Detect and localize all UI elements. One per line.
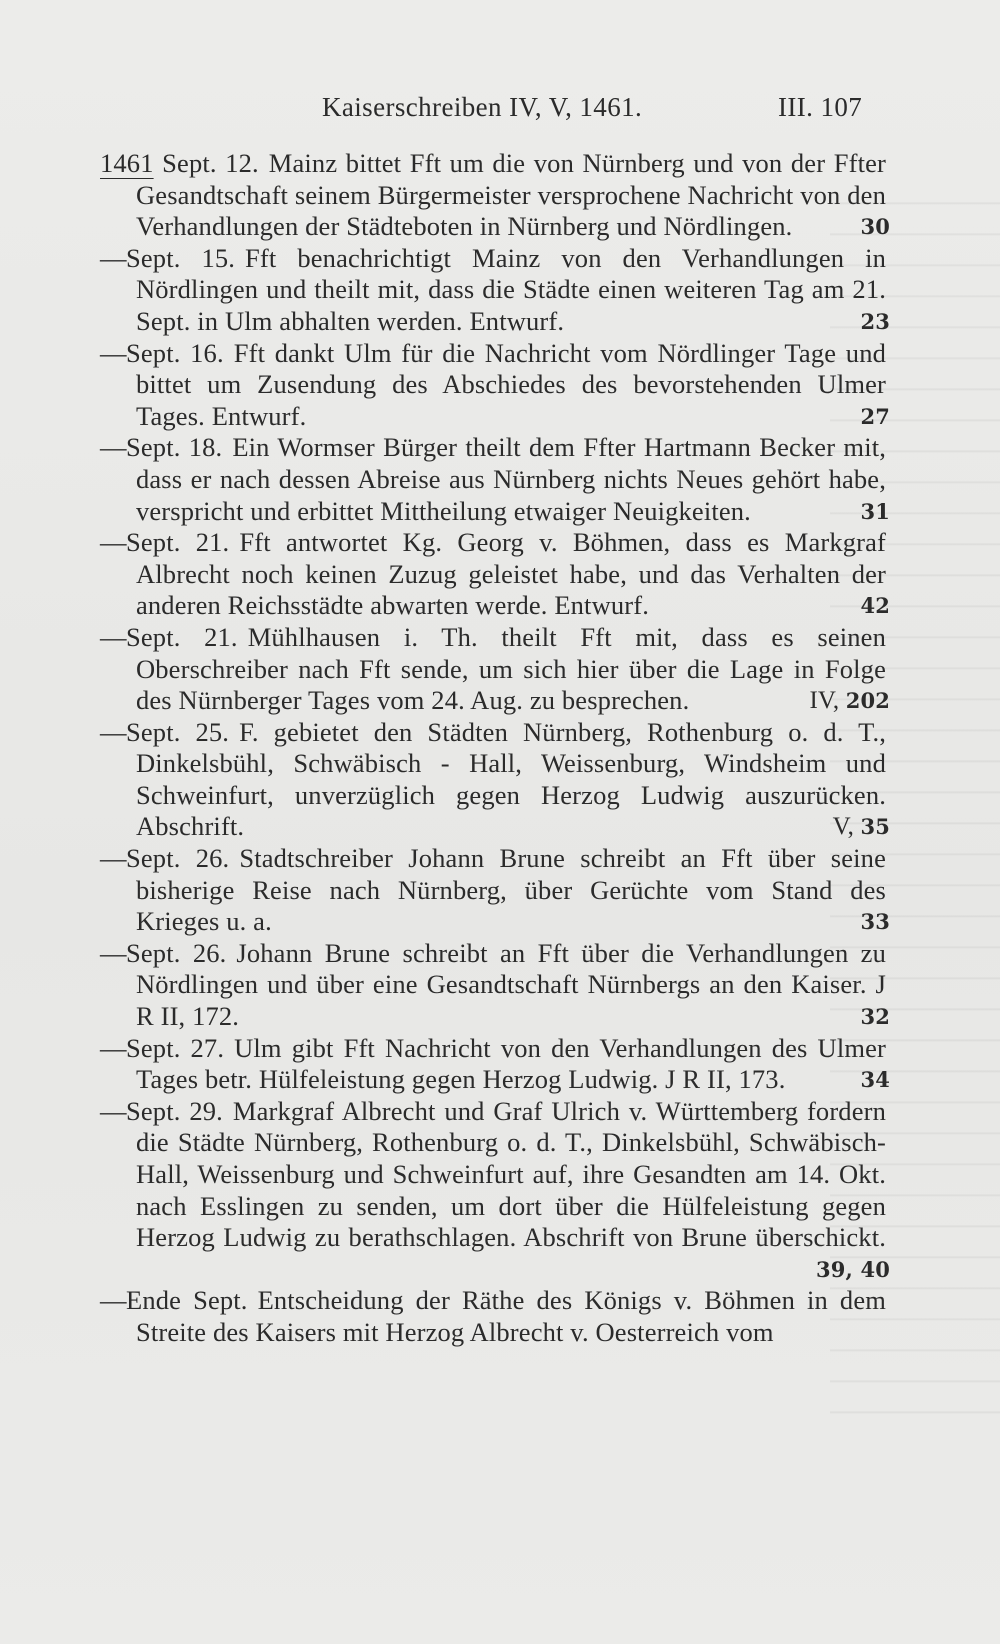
entry-text: Markgraf Albrecht und Graf Ulrich v. Württemberg fordern die Städte Nürnberg, Rothenburg o. d. T., Dinkelsbühl, Schwäbisch-Hall, Weissenburg und Schweinfurt auf, ihre Gesandten am 14. Okt. nach Esslingen zu senden, um dort über die Hülfeleistung gegen Herzog Ludwig zu berathschlagen. Abschrift von Brune überschickt. [136, 1095, 886, 1253]
entry-day: Sept. 29. [126, 1095, 223, 1126]
entry-reference: 33 [860, 909, 890, 935]
entry-2 [100, 242, 890, 338]
entry-date [100, 622, 238, 652]
entry-date [100, 843, 229, 873]
entry-year: 1461 [100, 148, 154, 178]
entry-date [100, 338, 224, 368]
entry-day: Ende Sept. [126, 1285, 248, 1316]
entry-4 [100, 432, 890, 527]
entry-day: Sept. 16. [126, 337, 224, 368]
entry-10 [100, 1032, 890, 1096]
entry-day: Sept. 25. [126, 716, 230, 747]
volume-reference: V, [832, 813, 855, 841]
entry-reference: 27 [860, 403, 890, 429]
entry-reference [833, 811, 890, 843]
entry-reference: 34 [860, 1067, 890, 1093]
entry-text: Fft dankt Ulm für die Nachricht vom Nördlinger Tage und bittet um Zusendung des Abschiedes des bevorstehenden Ulmer Tages. Entwurf. [136, 337, 886, 431]
entry-text: Johann Brune schreibt an Fft über die Verhandlungen zu Nördlingen und über eine Gesandtschaft Nürnbergs an den Kaiser. J R II, 172. [136, 937, 886, 1032]
ditto-dash: — [100, 716, 127, 747]
entry-reference: 30 [860, 214, 890, 240]
ditto-dash: — [100, 242, 127, 273]
entry-date [100, 432, 222, 462]
ditto-dash: — [100, 527, 127, 558]
entry-1 [100, 148, 890, 243]
entry-7 [100, 716, 890, 843]
entry-text: Mainz bittet Fft um die von Nürnberg und von der Ffter Gesandtschaft seinem Bürgermeister versprochene Nachricht von den Verhandlungen der Städteboten in Nürnberg und Nördlingen. [136, 148, 886, 242]
entry-date [100, 1285, 248, 1315]
page-number: III. 107 [778, 92, 863, 122]
entry-12 [100, 1285, 886, 1348]
entry-text: Fft antwortet Kg. Georg v. Böhmen, dass es Markgraf Albrecht noch keinen Zuzug geleistet habe, und das Verhalten der anderen Reichsstädte abwarten werde. Entwurf. [136, 527, 886, 621]
ditto-dash: — [100, 937, 127, 968]
entry-date [100, 527, 229, 557]
entry-5 [100, 527, 890, 622]
entry-reference: 23 [860, 308, 890, 334]
entry-reference [809, 685, 890, 717]
entry-reference: 39, 40 [816, 1256, 890, 1282]
entry-day: Sept. 27. [126, 1032, 225, 1063]
entry-text: Ulm gibt Fft Nachricht von den Verhandlungen des Ulmer Tages betr. Hülfeleistung gegen Herzog Ludwig. J R II, 173. [136, 1032, 886, 1095]
entry-text: Fft benachrichtigt Mainz von den Verhandlungen in Nördlingen und theilt mit, dass die Städte einen weiteren Tag am 21. Sept. in Ulm abhalten werden. Entwurf. [136, 242, 886, 336]
ditto-dash: — [100, 432, 127, 463]
entry-3 [100, 337, 890, 433]
entry-date [100, 717, 229, 747]
entry-reference: 31 [860, 498, 890, 524]
entry-reference: 42 [860, 593, 890, 619]
entry-day: Sept. 15. [126, 242, 236, 273]
running-header [0, 92, 1000, 132]
entry-9 [100, 937, 890, 1033]
entry-day: Sept. 18. [126, 432, 223, 463]
calendar-entries [100, 148, 890, 1349]
entry-text: Ein Wormser Bürger theilt dem Ffter Hartmann Becker mit, dass er nach dessen Abreise aus Nürnberg nichts Neues gehört habe, verspricht und erbittet Mittheilung etwaiger Neuigkeiten. [136, 432, 886, 526]
ditto-dash: — [100, 1285, 127, 1316]
entry-text: Entscheidung der Räthe des Königs v. Böhmen in dem Streite des Kaisers mit Herzog Albrecht v. Oesterreich vom [136, 1285, 886, 1347]
entry-day: Sept. 26. [126, 937, 227, 968]
volume-reference: IV, [809, 687, 840, 715]
entry-day: Sept. 21. [126, 621, 238, 652]
entry-text: Stadtschreiber Johann Brune schreibt an Fft über seine bisherige Reise nach Nürnberg, über Gerüchte vom Stand des Krieges u. a. [136, 843, 886, 937]
ditto-dash: — [100, 337, 127, 368]
entry-date [100, 1096, 223, 1126]
document-number: 202 [845, 688, 890, 714]
entry-date [100, 148, 259, 178]
ditto-dash: — [100, 1095, 127, 1126]
ditto-dash: — [100, 621, 127, 652]
entry-day: Sept. 21. [126, 527, 230, 558]
running-title: Kaiserschreiben IV, V, 1461. [322, 92, 643, 122]
entry-8 [100, 843, 890, 938]
ditto-dash: — [100, 843, 127, 874]
entry-date [100, 243, 235, 273]
entry-text: Mühlhausen i. Th. theilt Fft mit, dass es seinen Oberschreiber nach Fft sende, um sich hier über die Lage in Folge des Nürnberger Tages vom 24. Aug. zu besprechen. [136, 621, 886, 716]
document-number: 35 [860, 814, 890, 840]
entry-day: Sept. 12. [162, 148, 259, 178]
entry-date [100, 1033, 224, 1063]
ditto-dash: — [100, 1032, 127, 1063]
entry-11 [100, 1095, 890, 1286]
entry-text: F. gebietet den Städten Nürnberg, Rothenburg o. d. T., Dinkelsbühl, Schwäbisch - Hall, Weissenburg, Windsheim und Schweinfurt, unverzüglich gegen Herzog Ludwig auszurücken. Abschrift. [136, 716, 886, 842]
entry-6 [100, 621, 890, 717]
entry-date [100, 938, 226, 968]
entry-day: Sept. 26. [126, 843, 230, 874]
entry-reference: 32 [860, 1004, 890, 1030]
